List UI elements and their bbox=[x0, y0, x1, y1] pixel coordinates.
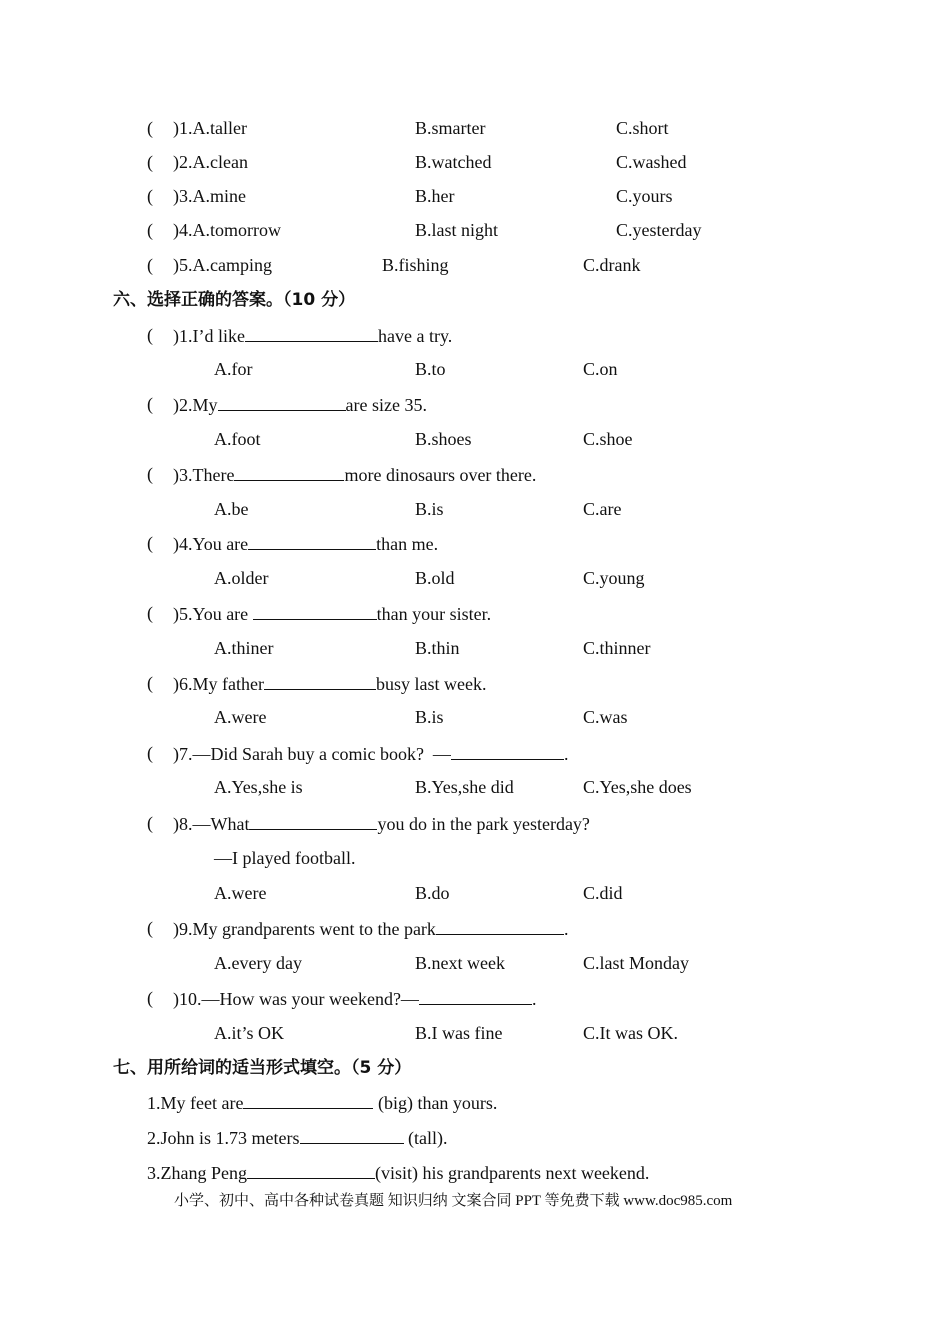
option-c: C.was bbox=[583, 707, 628, 727]
footer-watermark-text: 小学、初中、高中各种试卷真题 知识归纳 文案合同 PPT 等免费下载 www.doc985.com bbox=[174, 1193, 733, 1209]
option-b: B.is bbox=[415, 499, 444, 519]
section-7-title: 七、用所给词的适当形式填空。（5 分） bbox=[113, 1058, 412, 1078]
option-c: C.yours bbox=[616, 186, 673, 206]
answer-paren: ( bbox=[147, 325, 153, 345]
option-c: C.did bbox=[583, 883, 623, 903]
options-row bbox=[0, 704, 950, 730]
question-row: ( )5.A.camping B.fishing C.drank bbox=[0, 252, 950, 278]
option-c: C.short bbox=[616, 118, 669, 138]
answer-paren: ( bbox=[147, 673, 153, 693]
answer-paren: ( bbox=[147, 220, 153, 240]
option-b: B.to bbox=[415, 359, 446, 379]
option-b: B.Yes,she did bbox=[415, 777, 514, 797]
question-stem: ( )2.My are size 35. bbox=[0, 391, 950, 417]
answer-paren: ( bbox=[147, 255, 153, 275]
options-row bbox=[0, 880, 950, 906]
fill-blank[interactable] bbox=[248, 530, 376, 550]
option-c: C.It was OK. bbox=[583, 1023, 678, 1043]
options-row bbox=[0, 774, 950, 800]
option-c: C.yesterday bbox=[616, 220, 702, 240]
option-a: A.were bbox=[214, 883, 267, 903]
question-row: ( )1.A.taller B.smarter C.short bbox=[0, 115, 950, 141]
answer-paren: ( bbox=[147, 743, 153, 763]
fill-blank[interactable] bbox=[243, 1089, 373, 1109]
option-b: B.shoes bbox=[415, 429, 472, 449]
option-a: A.older bbox=[214, 568, 269, 588]
question-stem: ( )1.I’d like have a try. bbox=[0, 322, 950, 348]
answer-paren: ( bbox=[147, 186, 153, 206]
fill-blank[interactable] bbox=[451, 740, 564, 760]
fill-blank[interactable] bbox=[264, 670, 376, 690]
question-row: ( )2.A.clean B.watched C.washed bbox=[0, 149, 950, 175]
fill-blank[interactable] bbox=[300, 1124, 404, 1144]
options-row bbox=[0, 565, 950, 591]
option-c: C.on bbox=[583, 359, 618, 379]
dialogue-reply: —I played football. bbox=[214, 848, 356, 868]
question-stem: ( )10.—How was your weekend?— . bbox=[0, 985, 950, 1011]
fill-blank[interactable] bbox=[245, 322, 378, 342]
option-a: A.every day bbox=[214, 953, 302, 973]
options-row bbox=[0, 426, 950, 452]
fill-blank[interactable] bbox=[218, 391, 346, 411]
section-6-title: 六、选择正确的答案。（10 分） bbox=[113, 290, 356, 310]
option-c: C.Yes,she does bbox=[583, 777, 692, 797]
question-stem: ( )4.You are than me. bbox=[0, 530, 950, 556]
option-a: A.mine bbox=[192, 186, 246, 206]
option-a: A.were bbox=[214, 707, 267, 727]
question-stem: ( )6.My father busy last week. bbox=[0, 670, 950, 696]
option-b: B.fishing bbox=[382, 255, 449, 275]
option-b: B.her bbox=[415, 186, 455, 206]
question-row: ( )3.A.mine B.her C.yours bbox=[0, 183, 950, 209]
answer-paren: ( bbox=[147, 918, 153, 938]
answer-paren: ( bbox=[147, 394, 153, 414]
question-number: 4 bbox=[179, 220, 188, 240]
option-a: A.be bbox=[214, 499, 249, 519]
option-a: A.Yes,she is bbox=[214, 777, 303, 797]
options-row bbox=[0, 1020, 950, 1046]
options-row bbox=[0, 635, 950, 661]
fill-item: 2.John is 1.73 meters (tall). bbox=[0, 1124, 950, 1150]
option-b: B.is bbox=[415, 707, 444, 727]
question-number: 3 bbox=[179, 186, 188, 206]
question-number: 2 bbox=[179, 152, 188, 172]
option-c: C.young bbox=[583, 568, 645, 588]
option-b: B.last night bbox=[415, 220, 499, 240]
fill-blank[interactable] bbox=[234, 461, 344, 481]
option-a: A.tomorrow bbox=[192, 220, 281, 240]
question-stem: ( )5.You are than your sister. bbox=[0, 600, 950, 626]
fill-item: 3.Zhang Peng (visit) his grandparents next weekend. bbox=[0, 1159, 950, 1185]
question-stem: ( )8.—What you do in the park yesterday? bbox=[0, 810, 950, 836]
option-c: C.shoe bbox=[583, 429, 633, 449]
option-b: B.watched bbox=[415, 152, 492, 172]
option-c: C.washed bbox=[616, 152, 687, 172]
option-b: B.smarter bbox=[415, 118, 486, 138]
fill-blank[interactable] bbox=[249, 810, 377, 830]
question-row: ( )4.A.tomorrow B.last night C.yesterday bbox=[0, 217, 950, 243]
question-number: 5 bbox=[179, 255, 188, 275]
option-b: B.do bbox=[415, 883, 450, 903]
dialogue-line bbox=[0, 845, 950, 871]
option-b: B.thin bbox=[415, 638, 460, 658]
option-c: C.are bbox=[583, 499, 622, 519]
option-c: C.last Monday bbox=[583, 953, 689, 973]
options-row bbox=[0, 950, 950, 976]
question-stem: ( )7.—Did Sarah buy a comic book? — . bbox=[0, 740, 950, 766]
fill-blank[interactable] bbox=[436, 915, 564, 935]
answer-paren: ( bbox=[147, 152, 153, 172]
answer-paren: ( bbox=[147, 464, 153, 484]
option-c: C.drank bbox=[583, 255, 641, 275]
question-stem: ( )3.There more dinosaurs over there. bbox=[0, 461, 950, 487]
option-b: B.I was fine bbox=[415, 1023, 503, 1043]
option-c: C.thinner bbox=[583, 638, 651, 658]
option-a: A.foot bbox=[214, 429, 261, 449]
option-b: B.next week bbox=[415, 953, 505, 973]
answer-paren: ( bbox=[147, 533, 153, 553]
options-row bbox=[0, 356, 950, 382]
option-a: A.for bbox=[214, 359, 253, 379]
fill-blank[interactable] bbox=[247, 1159, 375, 1179]
fill-item: 1.My feet are (big) than yours. bbox=[0, 1089, 950, 1115]
options-row bbox=[0, 496, 950, 522]
option-a: A.thiner bbox=[214, 638, 274, 658]
option-a: A.clean bbox=[192, 152, 248, 172]
option-a: A.it’s OK bbox=[214, 1023, 285, 1043]
answer-paren: ( bbox=[147, 988, 153, 1008]
option-a: A.camping bbox=[192, 255, 272, 275]
option-b: B.old bbox=[415, 568, 455, 588]
answer-paren: ( bbox=[147, 603, 153, 623]
answer-paren: ( bbox=[147, 813, 153, 833]
option-a: A.taller bbox=[192, 118, 247, 138]
answer-paren: ( bbox=[147, 118, 153, 138]
fill-blank[interactable] bbox=[253, 600, 377, 620]
fill-blank[interactable] bbox=[419, 985, 532, 1005]
question-number: 1 bbox=[179, 118, 188, 138]
question-stem: ( )9.My grandparents went to the park . bbox=[0, 915, 950, 941]
